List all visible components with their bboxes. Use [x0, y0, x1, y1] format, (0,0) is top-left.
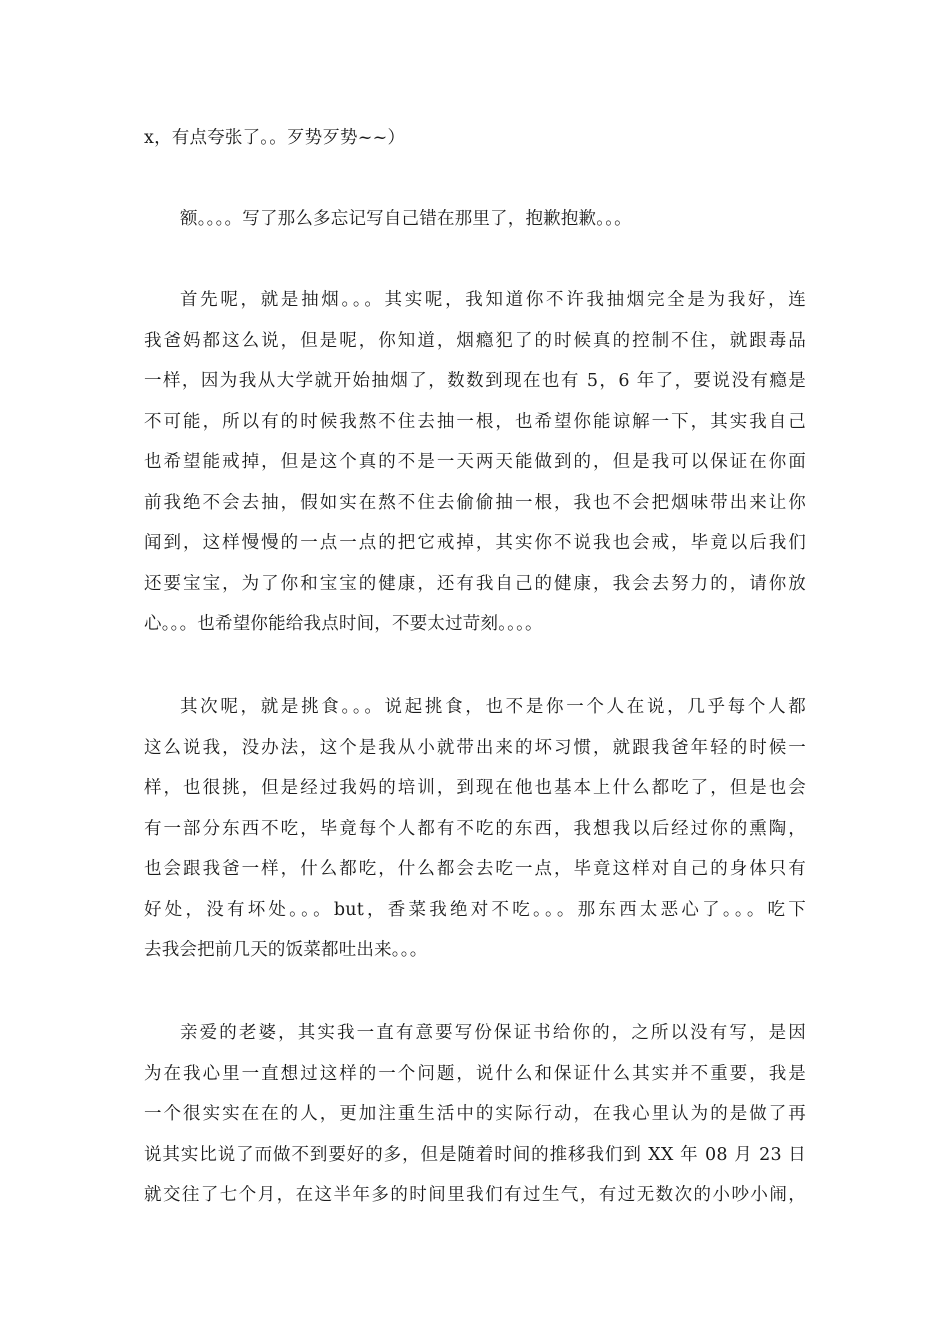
text-line: 首先呢，就是抽烟。。。其实呢，我知道你不许我抽烟完全是为我好，连 [180, 290, 806, 310]
text-line: 有一部分东西不吃，毕竟每个人都有不吃的东西，我想我以后经过你的熏陶， [144, 818, 806, 839]
text-line: 也希望能戒掉，但是这个真的不是一天两天能做到的，但是我可以保证在你面 [144, 452, 806, 472]
text-line: 一样，因为我从大学就开始抽烟了，数数到现在也有 5，6 年了，要说没有瘾是 [144, 371, 806, 391]
text-line: 心。。。也希望你能给我点时间，不要太过苛刻。。。。 [144, 614, 543, 634]
text-line: 好处，没有坏处。。。but，香菜我绝对不吃。。。那东西太恶心了。。。吃下 [144, 899, 806, 920]
text-line: x，有点夸张了。。歹势歹势~~） [144, 128, 406, 148]
text-line: 其次呢，就是挑食。。。说起挑食，也不是你一个人在说，几乎每个人都 [180, 697, 806, 717]
text-line: 一个很实实在在的人，更加注重生活中的实际行动，在我心里认为的是做了再 [144, 1104, 806, 1124]
text-line: 也会跟我爸一样，什么都吃，什么都会去吃一点，毕竟这样对自己的身体只有 [144, 859, 806, 879]
text-line: 这么说我，没办法，这个是我从小就带出来的坏习惯，就跟我爸年轻的时候一 [144, 737, 806, 758]
paragraph-smoking [144, 280, 806, 645]
text-line: 前我绝不会去抽，假如实在熬不住去偷偷抽一根，我也不会把烟味带出来让你 [144, 492, 806, 513]
paragraph-continuation [144, 118, 806, 159]
text-line: 还要宝宝，为了你和宝宝的健康，还有我自己的健康，我会去努力的，请你放 [144, 573, 806, 594]
text-line: 样，也很挑，但是经过我妈的培训，到现在他也基本上什么都吃了，但是也会 [144, 778, 806, 798]
text-line: 亲爱的老婆，其实我一直有意要写份保证书给你的，之所以没有写，是因 [180, 1023, 806, 1043]
paragraph-picky-eating [144, 687, 806, 971]
text-line: 为在我心里一直想过这样的一个问题，说什么和保证什么其实并不重要，我是 [144, 1063, 806, 1084]
text-line: 额。。。。写了那么多忘记写自己错在那里了，抱歉抱歉。。。 [180, 209, 632, 229]
text-line: 说其实比说了而做不到要好的多，但是随着时间的推移我们到 XX 年 08 月 23 日 [144, 1144, 806, 1165]
text-line: 我爸妈都这么说，但是呢，你知道，烟瘾犯了的时候真的控制不住，就跟毒品 [144, 330, 806, 351]
text-line: 闻到，这样慢慢的一点一点的把它戒掉，其实你不说我也会戒，毕竟以后我们 [144, 533, 806, 553]
paragraph-promise [144, 1013, 806, 1216]
paragraph-apology [144, 199, 806, 240]
text-line: 不可能，所以有的时候我熬不住去抽一根，也希望你能谅解一下，其实我自己 [144, 411, 806, 432]
text-line: 就交往了七个月，在这半年多的时间里我们有过生气，有过无数次的小吵小闹， [144, 1185, 806, 1205]
text-line: 去我会把前几天的饭菜都吐出来。。。 [144, 940, 428, 960]
